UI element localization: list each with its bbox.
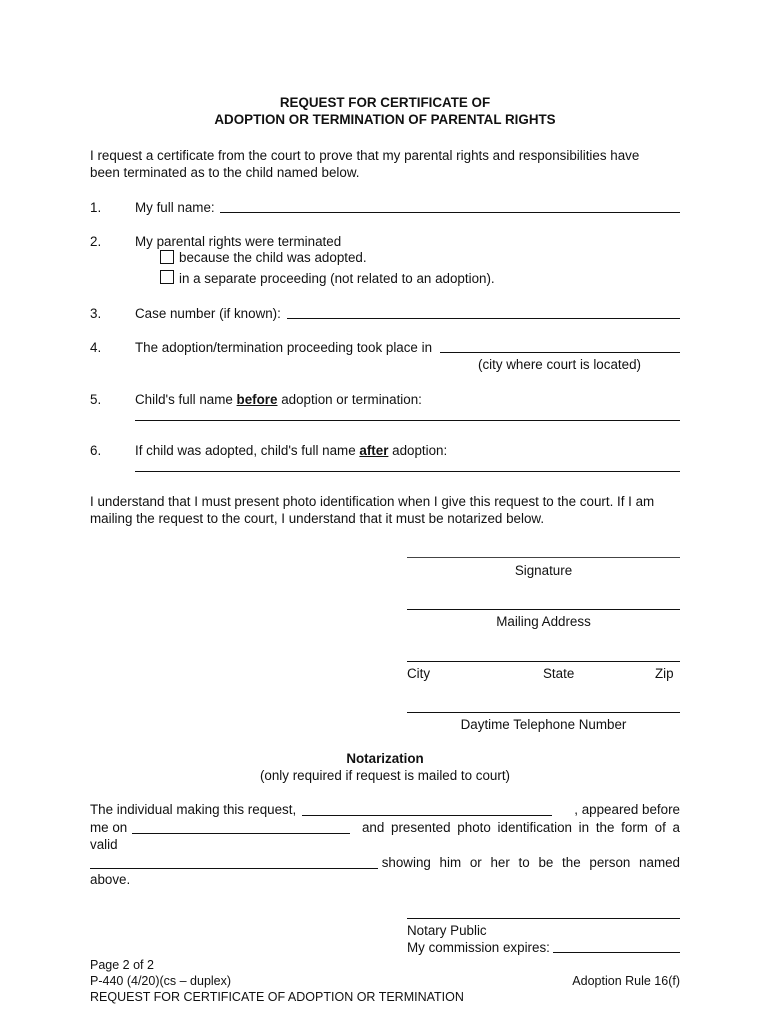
adoption-rule: Adoption Rule 16(f) [572,974,680,988]
item-number-2: 2. [90,234,102,249]
notarization-heading: Notarization [346,751,424,766]
separate-proceeding-checkbox[interactable] [160,270,174,284]
notary-line4-end: showing him or her to be the person named [381,855,680,870]
name-after-label: If child was adopted, child's full name after adoption: [135,443,448,458]
notary-line2-start: me on [90,820,128,835]
proceeding-location-label: The adoption/termination proceeding took place in [135,340,433,355]
signature-label: Signature [514,563,573,578]
form-title-line1: REQUEST FOR CERTIFICATE OF [279,95,491,110]
case-number-label: Case number (if known): [135,306,281,321]
item-number-1: 1. [90,200,102,215]
commission-expires-label: My commission expires: [407,940,550,955]
name-after-field[interactable] [135,471,680,472]
notary-line2-end: and presented photo identification in the form of a [361,820,680,835]
item-number-6: 6. [90,443,102,458]
understand-line2: mailing the request to the court, I understand that it must be notarized below. [90,511,545,526]
after-emphasis: after [359,443,389,458]
notary-public-label: Notary Public [407,923,487,938]
item-number-3: 3. [90,306,102,321]
intro-line1: I request a certificate from the court to prove that my parental rights and responsibilities have [90,148,640,163]
zip-label: Zip [655,666,674,681]
full-name-label: My full name: [135,200,215,215]
before-emphasis: before [236,392,278,407]
individual-name-field[interactable] [302,802,552,816]
notary-line1-start: The individual making this request, [90,802,297,817]
notarization-subheading: (only required if request is mailed to court) [259,768,511,783]
notary-line1-end: , appeared before [574,802,680,817]
notary-line2 [90,820,680,835]
full-name-field[interactable] [220,212,680,213]
name-before-field[interactable] [135,420,680,421]
phone-field[interactable] [407,712,680,713]
phone-label: Daytime Telephone Number [460,717,627,732]
notary-line5: above. [90,872,131,887]
city-label: City [407,666,431,681]
item-number-5: 5. [90,392,102,407]
commission-expires-field[interactable] [553,952,680,953]
state-label: State [543,666,575,681]
item-number-4: 4. [90,340,102,355]
adopted-checkbox[interactable] [160,250,174,264]
rights-terminated-label: My parental rights were terminated [135,234,342,249]
footer-form-title: REQUEST FOR CERTIFICATE OF ADOPTION OR TERMINATION [90,990,464,1004]
notary-line3: valid [90,837,118,852]
adopted-option-label: because the child was adopted. [179,250,367,265]
name-before-label: Child's full name before adoption or termination: [135,392,422,407]
notary-line1 [90,802,680,817]
separate-proceeding-label: in a separate proceeding (not related to an adoption). [179,271,495,286]
city-caption: (city where court is located) [478,357,641,372]
proceeding-city-field[interactable] [440,352,680,353]
identification-type-field[interactable] [90,855,378,869]
understand-line1: I understand that I must present photo identification when I give this request to the court. If I am [90,494,655,509]
appearance-date-field[interactable] [132,820,350,834]
form-title-line2: ADOPTION OR TERMINATION OF PARENTAL RIGHTS [214,112,556,127]
notary-line4 [90,855,680,870]
intro-line2: been terminated as to the child named below. [90,165,360,180]
city-state-zip-field[interactable] [407,661,680,662]
form-id: P-440 (4/20)(cs – duplex) [90,974,232,988]
notary-signature-field[interactable] [407,918,680,919]
mailing-address-field[interactable] [407,609,680,610]
signature-field[interactable] [407,557,680,558]
mailing-address-label: Mailing Address [496,614,591,629]
page-number: Page 2 of 2 [90,958,154,972]
case-number-field[interactable] [287,318,680,319]
